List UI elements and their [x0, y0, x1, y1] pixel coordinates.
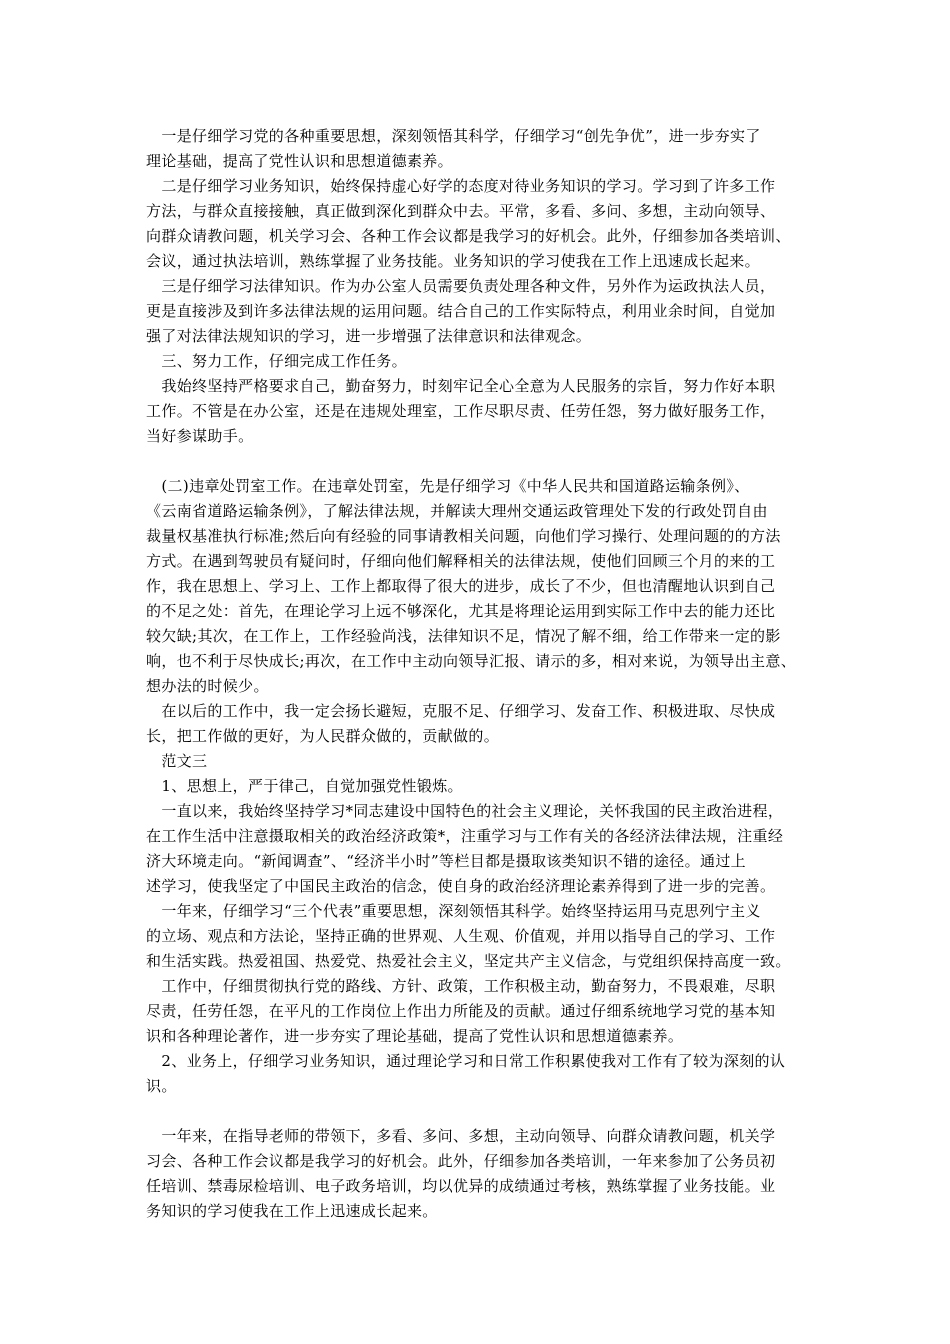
text-line: 较欠缺;其次，在工作上，工作经验尚浅，法律知识不足，情况了解不细，给工作带来一定的影	[146, 627, 781, 645]
text-line: 长，把工作做的更好，为人民群众做的，贡献做的。	[146, 727, 500, 745]
text-line: 三、努力工作，仔细完成工作任务。	[146, 352, 407, 370]
text-line: 三是仔细学习法律知识。作为办公室人员需要负责处理各种文件，另外作为运政执法人员，	[146, 277, 776, 295]
text-line: 识和各种理论著作，进一步夯实了理论基础，提高了党性认识和思想道德素养。	[146, 1027, 684, 1045]
text-line: 向群众请教问题，机关学习会、各种工作会议都是我学习的好机会。此外，仔细参加各类培训、	[146, 227, 791, 245]
text-line: 务知识的学习使我在工作上迅速成长起来。	[146, 1202, 438, 1220]
text-line: 裁量权基准执行标准;然后向有经验的同事请教相关问题，向他们学习操行、处理问题的的方法	[146, 527, 781, 545]
text-line: 在以后的工作中，我一定会扬长避短，克服不足、仔细学习、发奋工作、积极进取、尽快成	[146, 702, 776, 720]
text-line: 《云南省道路运输条例》，了解法律法规，并解读大理州交通运政管理处下发的行政处罚自由	[146, 502, 768, 520]
text-line: 和生活实践。热爱祖国、热爱党、热爱社会主义，坚定共产主义信念，与党组织保持高度一致。	[146, 952, 791, 970]
text-line: 一年来，仔细学习“三个代表”重要思想，深刻领悟其科学。始终坚持运用马克思列宁主义	[146, 902, 761, 920]
text-line: 当好参谋助手。	[146, 427, 254, 445]
text-line: 作，我在思想上、学习上、工作上都取得了很大的进步，成长了不少，但也清醒地认识到自己	[146, 577, 776, 595]
text-line: 工作中，仔细贯彻执行党的路线、方针、政策，工作积极主动，勤奋努力，不畏艰难，尽职	[146, 977, 776, 995]
text-line: 更是直接涉及到许多法律法规的运用问题。结合自己的工作实际特点，利用业余时间，自觉加	[146, 302, 776, 320]
text-line: 工作。不管是在办公室，还是在违规处理室，工作尽职尽责、任劳任怨，努力做好服务工作，	[146, 402, 776, 420]
text-line: 响，也不利于尽快成长;再次，在工作中主动向领导汇报、请示的多，相对来说，为领导出主意、	[146, 652, 797, 670]
text-line: 会议，通过执法培训，熟练掌握了业务技能。业务知识的学习使我在工作上迅速成长起来。	[146, 252, 761, 270]
text-line: 习会、各种工作会议都是我学习的好机会。此外，仔细参加各类培训，一年来参加了公务员初	[146, 1152, 776, 1170]
text-line: 一直以来，我始终坚持学习*同志建设中国特色的社会主义理论，关怀我国的民主政治进程，	[146, 802, 784, 820]
text-line: 一年来，在指导老师的带领下，多看、多问、多想，主动向领导、向群众请教问题，机关学	[146, 1127, 776, 1145]
text-line: 二是仔细学习业务知识，始终保持虚心好学的态度对待业务知识的学习。学习到了许多工作	[146, 177, 776, 195]
text-line: 的立场、观点和方法论，坚持正确的世界观、人生观、价值观，并用以指导自己的学习、工作	[146, 927, 776, 945]
text-line: 1、思想上，严于律己，自觉加强党性锻炼。	[146, 777, 463, 795]
text-line: 方式。在遇到驾驶员有疑问时，仔细向他们解释相关的法律法规，使他们回顾三个月的来的工	[146, 552, 776, 570]
text-line: 一是仔细学习党的各种重要思想，深刻领悟其科学，仔细学习“创先争优”，进一步夯实了	[146, 127, 761, 145]
text-line: 在工作生活中注意摄取相关的政治经济政策*，注重学习与工作有关的各经济法律法规，注重经	[146, 827, 784, 845]
text-line: 任培训、禁毒尿检培训、电子政务培训，均以优异的成绩通过考核，熟练掌握了业务技能。业	[146, 1177, 776, 1195]
text-line: 2、业务上，仔细学习业务知识，通过理论学习和日常工作积累使我对工作有了较为深刻的认	[146, 1052, 786, 1070]
text-line: 述学习，使我坚定了中国民主政治的信念，使自身的政治经济理论素养得到了进一步的完善。	[146, 877, 776, 895]
text-line: 强了对法律法规知识的学习，进一步增强了法律意识和法律观念。	[146, 327, 592, 345]
text-line: 我始终坚持严格要求自己，勤奋努力，时刻牢记全心全意为人民服务的宗旨，努力作好本职	[146, 377, 776, 395]
text-line: 济大环境走向。“新闻调查”、“经济半小时”等栏目都是摄取该类知识不错的途径。通过上	[146, 852, 747, 870]
text-line: 的不足之处：首先，在理论学习上远不够深化，尤其是将理论运用到实际工作中去的能力还比	[146, 602, 776, 620]
text-line: 尽责，任劳任怨，在平凡的工作岗位上作出力所能及的贡献。通过仔细系统地学习党的基本知	[146, 1002, 776, 1020]
text-line: 方法，与群众直接接触，真正做到深化到群众中去。平常，多看、多问、多想，主动向领导、	[146, 202, 776, 220]
text-line: (二)违章处罚室工作。在违章处罚室，先是仔细学习《中华人民共和国道路运输条例》、	[146, 477, 750, 495]
text-line: 想办法的时候少。	[146, 677, 269, 695]
text-line: 范文三	[146, 752, 208, 770]
text-line: 识。	[146, 1077, 177, 1095]
text-line: 理论基础，提高了党性认识和思想道德素养。	[146, 152, 454, 170]
